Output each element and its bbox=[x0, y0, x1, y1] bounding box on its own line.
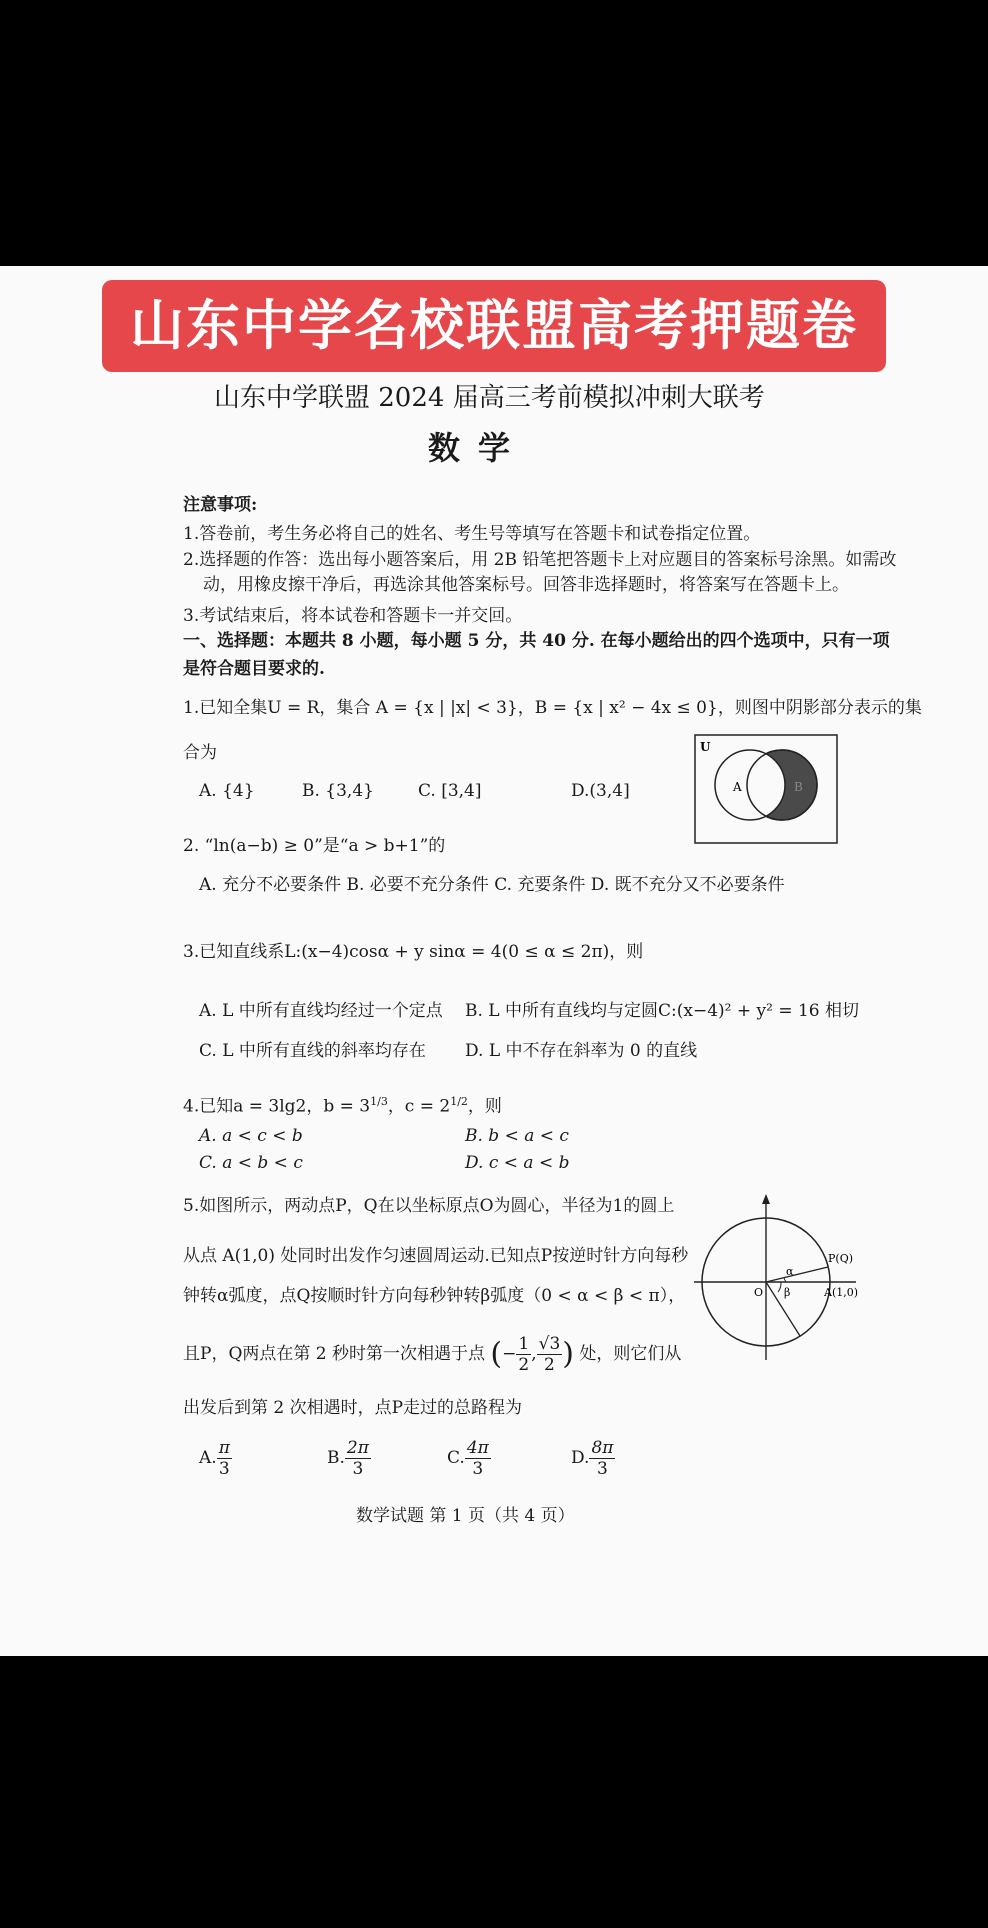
subject-title: 数学 bbox=[428, 429, 529, 467]
q3-option-d: D. L 中不存在斜率为 0 的直线 bbox=[465, 1041, 698, 1061]
section-heading-1: 一、选择题：本题共 8 小题，每小题 5 分，共 40 分. 在每小题给出的四个选项中，只有一项 bbox=[183, 631, 890, 651]
q1-option-d: D.(3,4] bbox=[571, 781, 630, 801]
q2-options: A. 充分不必要条件 B. 必要不充分条件 C. 充要条件 D. 既不充分又不必要条件 bbox=[199, 875, 785, 895]
q5-line-5: 出发后到第 2 次相遇时，点P走过的总路程为 bbox=[183, 1398, 523, 1418]
q5-line-2: 从点 A(1,0) 处同时出发作匀速圆周运动.已知点P按逆时针方向每秒 bbox=[183, 1246, 689, 1266]
exam-title: 山东中学联盟 2024 届高三考前模拟冲刺大联考 bbox=[214, 383, 765, 413]
notice-heading: 注意事项: bbox=[183, 495, 258, 515]
q1-venn-diagram bbox=[694, 734, 838, 844]
notice-item-3: 3.考试结束后，将本试卷和答题卡一并交回。 bbox=[183, 606, 523, 626]
q3-option-b: B. L 中所有直线均与定圆C:(x−4)² + y² = 16 相切 bbox=[465, 1001, 860, 1021]
q3-option-c: C. L 中所有直线的斜率均存在 bbox=[199, 1041, 426, 1061]
q4-exp-c: 1/2 bbox=[450, 1095, 468, 1108]
q4-stem: 4.已知a = 3lg2，$b = 3^{1/3}$，$c = 2^{1/2}$，则 bbox=[183, 1095, 502, 1117]
y-axis-arrow bbox=[762, 1194, 770, 1204]
q5-point-x: $\frac{1}{2}$ bbox=[518, 1334, 530, 1375]
venn-label-a: A bbox=[733, 780, 742, 794]
q5-option-a: A. $\frac{\pi}{3}$ bbox=[199, 1438, 230, 1479]
label-beta: β bbox=[784, 1286, 791, 1299]
q4-option-b: B. b < a < c bbox=[465, 1126, 569, 1146]
venn-circle-a bbox=[715, 750, 785, 820]
q4-option-d: D. c < a < b bbox=[465, 1153, 570, 1173]
q1-stem: 1.已知全集U = R，集合 A = {x | |x| < 3}，B = {x | x² − 4x ≤ 0}，则图中阴影部分表示的集 bbox=[183, 698, 922, 718]
venn-label-u: U bbox=[700, 740, 711, 754]
page-footer: 数学试题 第 1 页（共 4 页） bbox=[356, 1506, 575, 1526]
q5-option-b: B. $\frac{2\pi}{3}$ bbox=[327, 1438, 369, 1479]
ray-op bbox=[766, 1267, 828, 1282]
label-o: O bbox=[754, 1286, 764, 1299]
q3-stem: 3.已知直线系L:(x−4)cosα + y sinα = 4(0 ≤ α ≤ 2π)，则 bbox=[183, 942, 644, 962]
q1-option-b: B. {3,4} bbox=[302, 781, 374, 801]
notice-item-2a: 2.选择题的作答：选出每小题答案后，用 2B 铅笔把答题卡上对应题目的答案标号涂黑。如需改 bbox=[183, 550, 897, 570]
q1-option-c: C. [3,4] bbox=[418, 781, 482, 801]
q5-option-c: C. $\frac{4\pi}{3}$ bbox=[447, 1438, 489, 1479]
promo-banner: 山东中学名校联盟高考押题卷 bbox=[102, 280, 886, 372]
label-a: A(1,0) bbox=[824, 1286, 859, 1299]
ray-oq bbox=[766, 1282, 800, 1336]
q1-option-a: A. {4} bbox=[199, 781, 255, 801]
q5-line-4: 且P，Q两点在第 2 秒时第一次相遇于点 (− $\frac{1}{2}$ , $\frac{√3}{2}$ ) 处，则它们从 bbox=[183, 1334, 682, 1375]
q4-option-c: C. a < b < c bbox=[199, 1153, 303, 1173]
label-pq: P(Q) bbox=[828, 1252, 854, 1265]
q5-point-y: $\frac{√3}{2}$ bbox=[538, 1334, 561, 1375]
section-heading-2: 是符合题目要求的. bbox=[183, 659, 325, 679]
q2-stem: 2. “ln(a−b) ≥ 0”是“a > b+1”的 bbox=[183, 836, 446, 856]
notice-item-1: 1.答卷前，考生务必将自己的姓名、考生号等填写在答题卡和试卷指定位置。 bbox=[183, 524, 761, 544]
q4-exp-b: 1/3 bbox=[370, 1095, 388, 1108]
venn-label-b: B bbox=[794, 780, 803, 794]
label-alpha: α bbox=[786, 1265, 794, 1278]
q5-option-d: D. $\frac{8\pi}{3}$ bbox=[571, 1438, 614, 1479]
q1-stem-2: 合为 bbox=[183, 743, 217, 763]
q5-line-3: 钟转α弧度，点Q按顺时针方向每秒钟转β弧度（0 < α < β < π）， bbox=[183, 1286, 686, 1306]
q4-option-a: A. a < c < b bbox=[199, 1126, 303, 1146]
q3-option-a: A. L 中所有直线均经过一个定点 bbox=[199, 1001, 443, 1021]
q5-unit-circle-figure bbox=[692, 1192, 862, 1362]
q5-line-1: 5.如图所示，两动点P，Q在以坐标原点O为圆心，半径为1的圆上 bbox=[183, 1196, 675, 1216]
notice-item-2b: 动，用橡皮擦干净后，再选涂其他答案标号。回答非选择题时，将答案写在答题卡上。 bbox=[203, 575, 849, 595]
